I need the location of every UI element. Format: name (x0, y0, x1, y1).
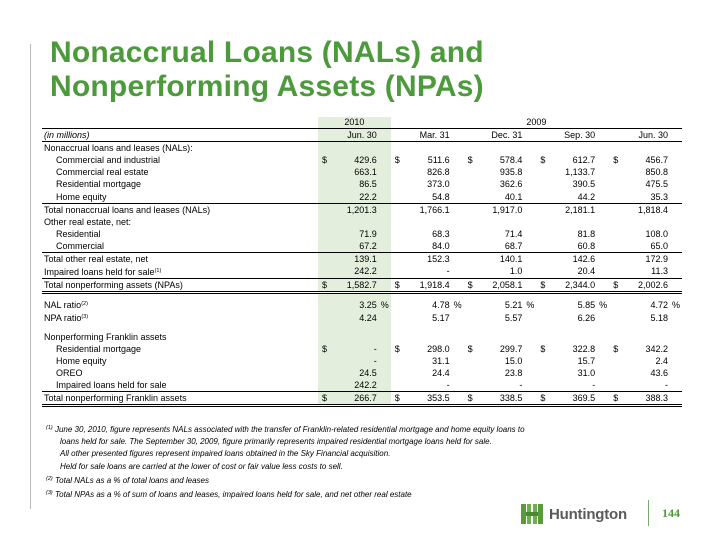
table-cell: 1.0 (509, 266, 523, 277)
table-cell: 86.5 (318, 178, 391, 190)
row-label: Other real estate, net: (44, 216, 132, 227)
table-cell (318, 142, 391, 155)
footnote-line: $^{(1)}$ June 30, 2010, figure represents NALs associated with the transfer of Franklin-related residential mortgage and home equity loans to (46, 425, 525, 434)
year-2010: 2010 (318, 117, 391, 129)
table-cell (536, 142, 609, 155)
dollar-sign: $ (467, 155, 473, 166)
table-cell (391, 216, 464, 228)
row-label: Impaired loans held for sale$^{(1)}$ (44, 266, 162, 277)
table-cell: $ 1,582.7 (318, 278, 391, 292)
table-cell: $ 456.7 (613, 155, 668, 166)
table-cell: 24.4 (432, 368, 450, 379)
huntington-logo (520, 503, 627, 525)
table-row (42, 367, 682, 379)
table-cell: 71.4 (504, 228, 523, 239)
table-cell (536, 330, 609, 342)
table-cell: $ 1,918.4 (391, 278, 464, 292)
table-cell: 5.21 % (504, 299, 535, 310)
footnote-line: All other presented figures represent impaired loans obtained in the Sky Financial acquisition. (60, 449, 391, 459)
row-label: Total nonaccrual loans and leases (NALs) (42, 203, 318, 216)
dollar-sign: $ (322, 155, 328, 166)
table-cell: - (665, 380, 668, 391)
table-row (42, 142, 682, 155)
table-cell: 152.3 (391, 252, 464, 265)
table-cell: 54.8 (432, 191, 450, 202)
table-cell: 6.26 (577, 312, 596, 323)
table-cell: 67.2 (318, 240, 391, 253)
table-cell: 2.4 (655, 355, 668, 366)
table-cell: 15.7 (577, 355, 596, 366)
footnote-line: Held for sale loans are carried at the lower of cost or fair value less costs to sell. (60, 461, 343, 471)
percent-sign: % (453, 299, 462, 310)
table-cell (536, 216, 609, 228)
dollar-sign: $ (540, 393, 546, 404)
table-cell: 40.1 (504, 191, 523, 202)
table-cell: 373.0 (427, 179, 450, 190)
table-cell (609, 142, 682, 155)
footnote-line: $^{(3)}$ Total NPAs as a % of sum of loans and leases, impaired loans held for sale, and net other real estate (46, 490, 412, 500)
dollar-sign: $ (540, 343, 546, 354)
col-header-jun30-2010: Jun. 30 (318, 129, 391, 142)
row-label: Home equity (56, 355, 107, 366)
page-number: 144 (662, 506, 680, 520)
table-cell: 1,133.7 (565, 167, 596, 178)
table-cell: 81.8 (577, 228, 596, 239)
dollar-sign: $ (394, 393, 400, 404)
table-cell: - (592, 380, 596, 391)
table-cell: $ 266.7 (318, 392, 391, 406)
table-row (42, 278, 682, 292)
column-header-row (42, 129, 682, 142)
table-cell (609, 330, 682, 342)
table-cell: $ 338.5 (464, 392, 537, 406)
table-cell: 24.5 (318, 367, 391, 379)
row-label: Residential (56, 228, 101, 239)
table-cell: 3.25 % (318, 298, 391, 311)
table-cell (391, 330, 464, 342)
table-cell: 142.6 (536, 252, 609, 265)
table-cell: 1,917.0 (464, 203, 537, 216)
table-cell: - (446, 380, 450, 391)
huntington-logo-mark-icon (520, 503, 544, 525)
dollar-sign: $ (613, 155, 619, 166)
table-cell: $ 2,002.6 (609, 278, 682, 292)
table-row (42, 265, 682, 279)
table-cell: $ 511.6 (394, 155, 450, 166)
col-header-mar31: Mar. 31 (391, 129, 464, 142)
table-cell: 5.17 (432, 312, 450, 323)
table-cell: 1,818.4 (609, 203, 682, 216)
percent-sign: % (380, 299, 389, 310)
row-label: Commercial and industrial (56, 155, 161, 166)
table-cell: 22.2 (318, 191, 391, 204)
logo-text: Huntington (549, 505, 627, 523)
dollar-sign: $ (394, 279, 400, 290)
table-cell: $ 388.3 (609, 392, 682, 406)
table-row (42, 203, 682, 216)
table-cell: 140.1 (464, 252, 537, 265)
table-cell: 4.24 (318, 311, 391, 324)
col-header-dec31: Dec. 31 (464, 129, 537, 142)
table-row (42, 191, 682, 204)
table-cell: 826.8 (427, 167, 450, 178)
table-cell (318, 330, 391, 342)
table-cell: 31.0 (577, 368, 596, 379)
table-cell: 4.78 % (432, 299, 462, 310)
table-cell: $ 298.0 (394, 343, 450, 354)
percent-sign: % (671, 299, 680, 310)
table-cell: 1,766.1 (391, 203, 464, 216)
table-row (42, 379, 682, 392)
row-label: Residential mortgage (56, 179, 142, 190)
table-cell: $ 322.8 (540, 343, 596, 354)
nal-npa-table-container (42, 117, 682, 407)
col-header-sep30: Sep. 30 (536, 129, 609, 142)
page-title: Nonaccrual Loans (NALs) and Nonperforming Assets (NPAs) (50, 36, 484, 103)
table-cell (464, 330, 537, 342)
table-row (42, 392, 682, 406)
row-label: NPA ratio$^{(3)}$ (44, 313, 89, 324)
table-cell: 43.6 (650, 368, 668, 379)
dollar-sign: $ (467, 393, 473, 404)
nal-npa-table (42, 117, 682, 407)
table-cell: 475.5 (645, 179, 668, 190)
table-row (42, 154, 682, 166)
footnotes (46, 422, 686, 501)
row-label: Total nonperforming assets (NPAs) (42, 278, 318, 292)
dollar-sign: $ (394, 343, 400, 354)
row-label: Total nonperforming Franklin assets (42, 392, 318, 406)
table-cell: - (446, 266, 450, 277)
table-cell: 23.8 (504, 368, 523, 379)
table-cell (464, 142, 537, 155)
dollar-sign: $ (540, 279, 546, 290)
row-label: Commercial real estate (56, 167, 149, 178)
table-cell: 31.1 (432, 355, 450, 366)
table-cell: 60.8 (577, 240, 596, 251)
table-cell: 242.2 (318, 265, 391, 279)
row-label: Residential mortgage (56, 343, 142, 354)
table-row (42, 240, 682, 253)
table-row (42, 298, 682, 311)
row-label: Impaired loans held for sale (56, 380, 167, 391)
table-cell: 35.3 (650, 191, 668, 202)
table-row (42, 311, 682, 324)
table-row (42, 178, 682, 190)
table-cell: 15.0 (504, 355, 523, 366)
table-row (42, 216, 682, 228)
table-cell: $ 369.5 (536, 392, 609, 406)
year-header-row (42, 117, 682, 129)
footnote-line: $^{(2)}$ Total NALs as a % of total loans and leases (46, 475, 209, 485)
table-row (42, 330, 682, 342)
table-cell: $ 342.2 (613, 343, 668, 354)
table-cell: 390.5 (572, 179, 596, 190)
table-cell: $ 2,058.1 (464, 278, 537, 292)
table-cell: 108.0 (645, 228, 668, 239)
dollar-sign: $ (467, 343, 473, 354)
table-cell: 663.1 (318, 166, 391, 178)
table-cell (391, 142, 464, 155)
table-cell: 84.0 (432, 240, 450, 251)
table-cell: $ 353.5 (391, 392, 464, 406)
table-cell: 71.9 (318, 228, 391, 240)
table-cell: 11.3 (651, 266, 668, 277)
row-label: Home equity (56, 191, 107, 202)
table-cell: 68.7 (504, 240, 523, 251)
table-cell: - (318, 355, 391, 367)
table-cell: 139.1 (318, 252, 391, 265)
table-cell: 68.3 (432, 228, 450, 239)
table-cell: $ 2,344.0 (536, 278, 609, 292)
table-cell: 65.0 (650, 240, 668, 251)
dollar-sign: $ (613, 279, 619, 290)
percent-sign: % (526, 299, 535, 310)
dollar-sign: $ (394, 155, 400, 166)
row-label: OREO (56, 368, 83, 379)
row-label: Total other real estate, net (42, 252, 318, 265)
row-label: NAL ratio$^{(2)}$ (44, 300, 88, 311)
table-cell: 44.2 (577, 191, 596, 202)
left-vertical-rule (30, 44, 31, 509)
dollar-sign: $ (467, 279, 473, 290)
table-cell: 2,181.1 (536, 203, 609, 216)
table-cell: 242.2 (318, 379, 391, 392)
dollar-sign: $ (322, 279, 328, 290)
table-cell: - (519, 380, 523, 391)
table-cell (464, 216, 537, 228)
units-label: (in millions) (42, 129, 318, 142)
table-cell (318, 216, 391, 228)
table-row (42, 343, 682, 355)
table-row (42, 166, 682, 178)
table-cell: 20.4 (577, 266, 596, 277)
row-label: Commercial (56, 240, 105, 251)
table-cell: 935.8 (499, 167, 523, 178)
table-row (42, 355, 682, 367)
table-cell: 1,201.3 (318, 203, 391, 216)
table-cell: $ 578.4 (467, 155, 523, 166)
table-cell: 5.57 (504, 312, 523, 323)
year-2009: 2009 (391, 117, 682, 129)
percent-sign: % (599, 299, 608, 310)
table-cell: $ 299.7 (467, 343, 523, 354)
table-cell: $ 612.7 (540, 155, 596, 166)
dollar-sign: $ (322, 343, 328, 354)
dollar-sign: $ (540, 155, 546, 166)
footnote-line: loans held for sale. The September 30, 2009, figure primarily represents impaired residential mortgage loans held for sale. (60, 437, 492, 447)
col-header-jun30-2009: Jun. 30 (609, 129, 682, 142)
dollar-sign: $ (613, 343, 619, 354)
table-cell: 4.72 % (650, 299, 680, 310)
table-cell: 850.8 (645, 167, 668, 178)
table-cell: 362.6 (499, 179, 523, 190)
dollar-sign: $ (322, 393, 328, 404)
row-label: Nonaccrual loans and leases (NALs): (44, 143, 193, 153)
table-cell: $ - (318, 343, 391, 355)
row-label: Nonperforming Franklin assets (44, 331, 167, 342)
table-cell: 5.18 (650, 312, 668, 323)
table-row (42, 228, 682, 240)
table-cell: 5.85 % (577, 299, 608, 310)
table-cell: $ 429.6 (318, 154, 391, 166)
table-cell: 172.9 (609, 252, 682, 265)
dollar-sign: $ (613, 393, 619, 404)
footer-divider (648, 500, 649, 526)
table-row (42, 252, 682, 265)
table-cell (609, 216, 682, 228)
